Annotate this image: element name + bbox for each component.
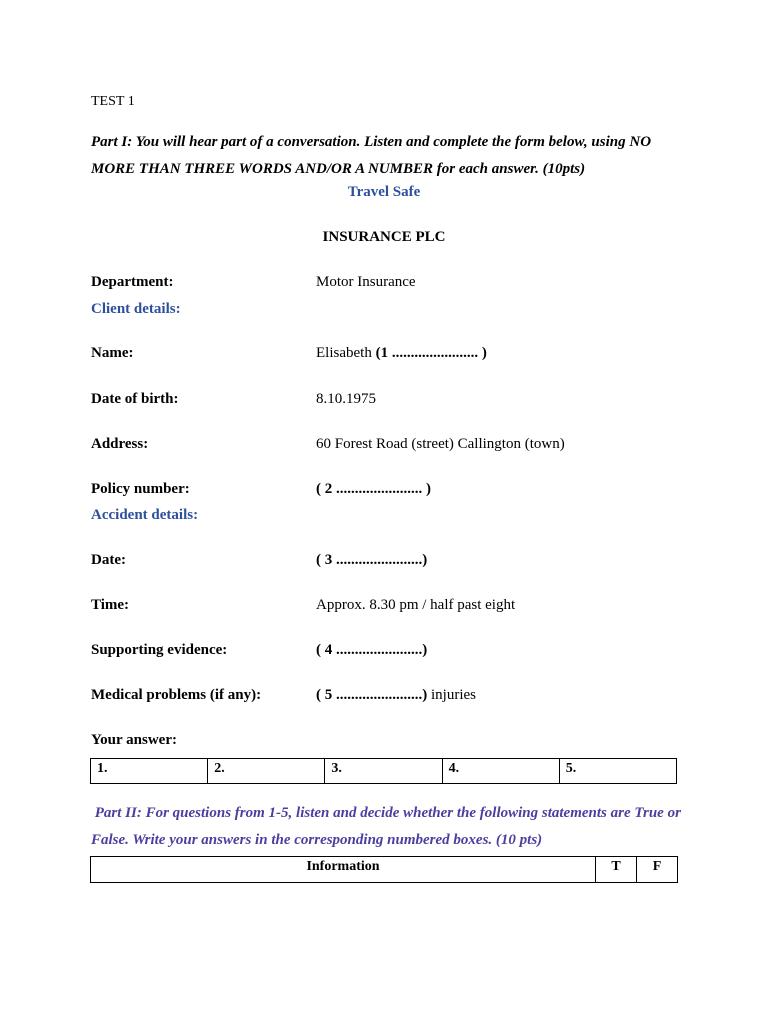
answer-cell-5[interactable]: 5. — [559, 759, 676, 784]
info-header: Information — [91, 857, 596, 883]
name-value — [316, 345, 487, 362]
medical-value-suffix: injuries — [427, 687, 476, 703]
answer-blank-1: (1 ....................... ) — [375, 345, 487, 361]
answer-blank-2: ( 2 ....................... ) — [316, 481, 431, 497]
date-label: Date: — [91, 552, 126, 568]
address-value: 60 Forest Road (street) Callington (town) — [316, 436, 565, 452]
true-header: T — [596, 857, 637, 883]
company-name-line2: INSURANCE PLC — [322, 229, 446, 245]
your-answer-label: Your answer: — [91, 732, 177, 748]
answer-cell-2[interactable]: 2. — [208, 759, 325, 784]
part1-instructions: Part I: You will hear part of a conversation. Listen and complete the form below, using NO MORE THAN THREE WORDS AND/OR A NUMBER for each answer. (10pts) — [91, 134, 652, 177]
answer-cell-3[interactable]: 3. — [325, 759, 442, 784]
time-value: Approx. 8.30 pm / half past eight — [316, 597, 516, 613]
info-table — [90, 856, 678, 883]
dob-value: 8.10.1975 — [316, 391, 376, 407]
department-label: Department: — [91, 274, 174, 290]
time-label: Time: — [91, 597, 130, 613]
department-value: Motor Insurance — [316, 274, 416, 290]
answer-blank-3: ( 3 .......................) — [316, 552, 428, 568]
test-title: TEST 1 — [91, 94, 135, 109]
answer-cell-1[interactable]: 1. — [91, 759, 208, 784]
name-value-prefix: Elisabeth — [316, 345, 372, 361]
answer-blank-5: ( 5 .......................) — [316, 687, 428, 703]
company-name-line1: Travel Safe — [347, 184, 421, 200]
answer-blank-4: ( 4 .......................) — [316, 642, 428, 658]
answer-cell-4[interactable]: 4. — [442, 759, 559, 784]
answer-table — [90, 758, 677, 784]
client-details-heading: Client details: — [91, 301, 181, 317]
policy-label: Policy number: — [91, 481, 190, 497]
medical-value — [316, 687, 476, 704]
accident-details-heading: Accident details: — [91, 507, 199, 523]
part2-instructions: Part II: For questions from 1-5, listen and decide whether the following statements are True or False. Write your answers in the corresponding numbered boxes. (10 pts) — [91, 805, 685, 848]
medical-label: Medical problems (if any): — [91, 687, 262, 703]
false-header: F — [637, 857, 678, 883]
dob-label: Date of birth: — [91, 391, 179, 407]
address-label: Address: — [91, 436, 149, 452]
name-label: Name: — [91, 345, 134, 361]
evidence-label: Supporting evidence: — [91, 642, 228, 658]
